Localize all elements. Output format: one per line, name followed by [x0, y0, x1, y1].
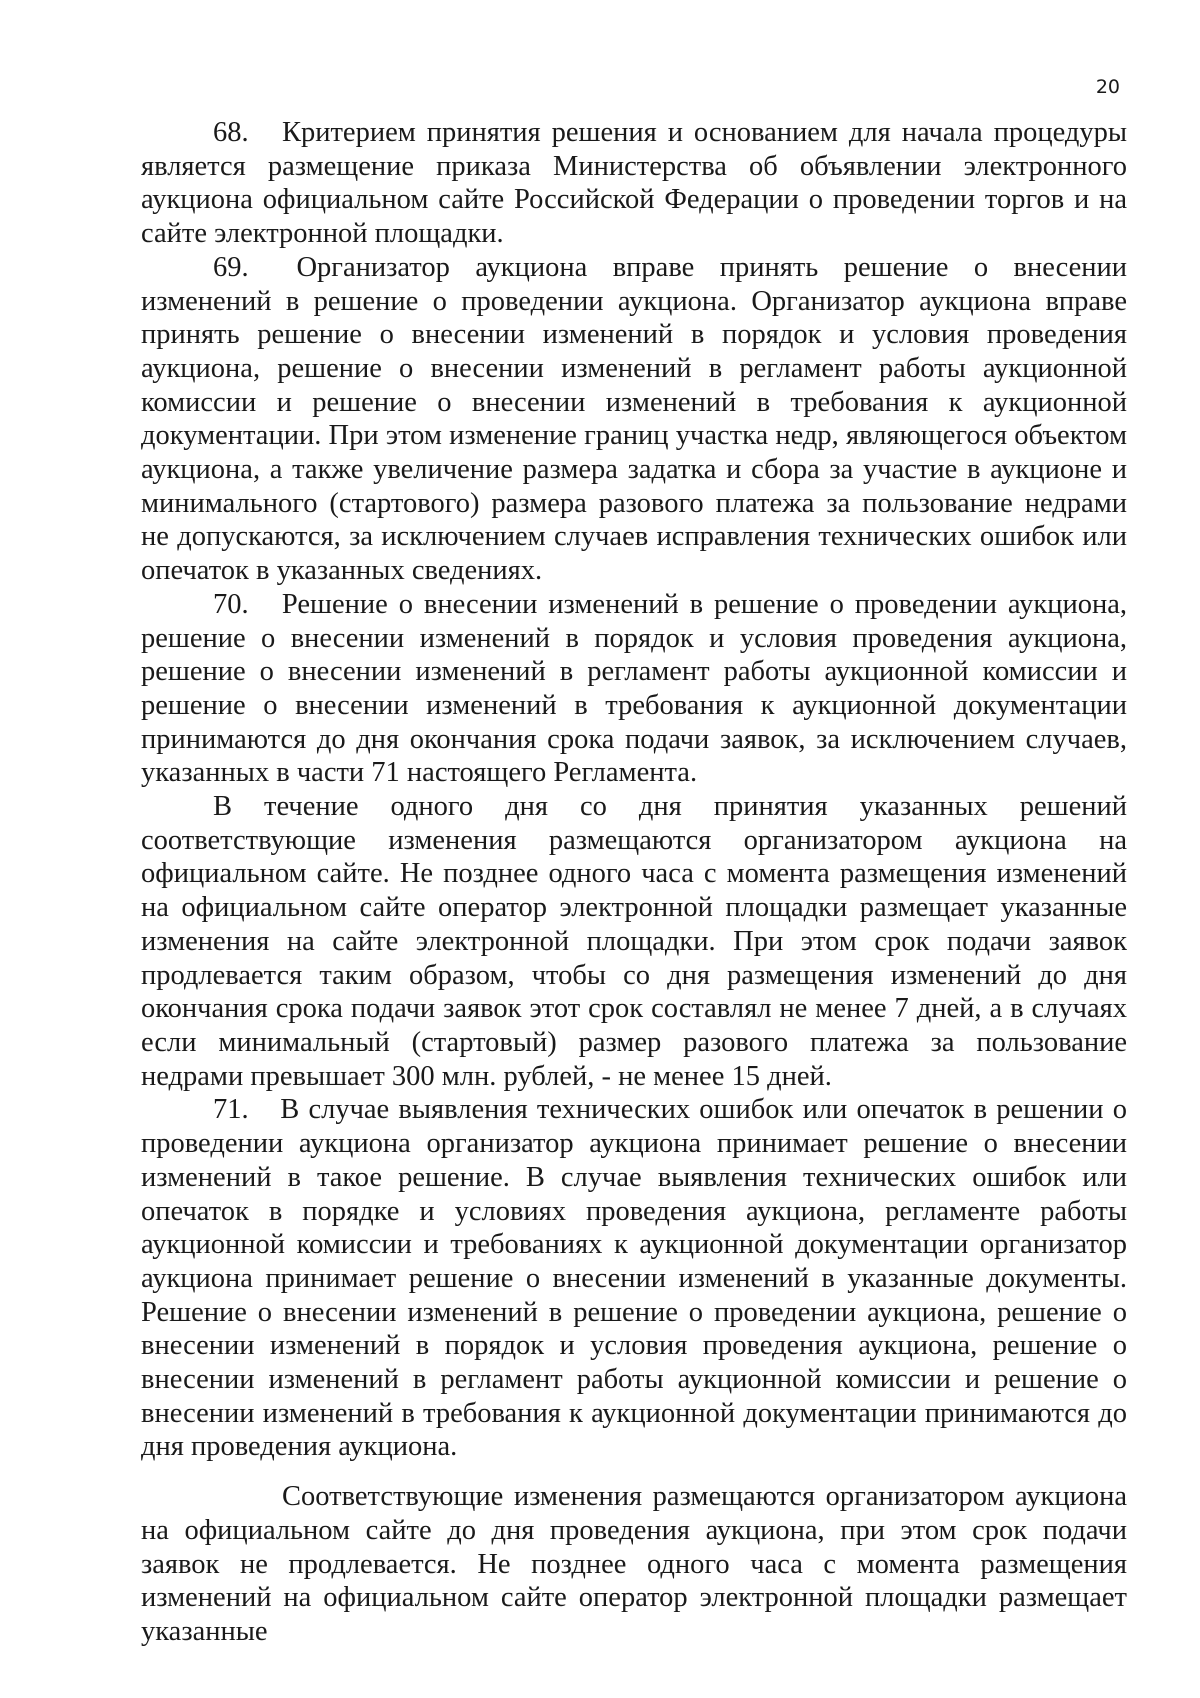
paragraph-68 [141, 116, 1127, 251]
paragraph-71-continuation [141, 1480, 1127, 1649]
paragraph-70 [141, 588, 1127, 790]
page-number: 20 [1095, 76, 1120, 98]
paragraph-70-continuation [141, 790, 1127, 1093]
paragraph-text: В течение одного дня со дня принятия указанных решений соответствующие изменения размещаются организатором аукциона на официальном сайте. Не позднее одного часа с момента размещения изменений на официальном сайте оператор электронной площадки размещает указанные изменения на сайте электронной площадки. При этом срок подачи заявок продлевается таким образом, чтобы со дня размещения изменений до дня окончания срока подачи заявок этот срок составлял не менее 7 дней, а в случаях если минимальный (стартовый) размер разового платежа за пользование недрами превышает 300 млн. рублей, - не менее 15 дней. [141, 791, 1127, 1092]
paragraph-number: 71. [213, 1094, 249, 1126]
paragraph-number: 69. [213, 251, 249, 283]
paragraph-text: Критерием принятия решения и основанием для начала процедуры является размещение приказа Министерства об объявлении электронного аукциона официальном сайте Российской Федерации о проведении торгов и на сайте электронной площадки. [141, 117, 1127, 250]
paragraph-69 [141, 251, 1127, 588]
paragraph-number: 68. [213, 117, 249, 148]
paragraph-text: Решение о внесении изменений в решение о проведении аукциона, решение о внесении изменений в порядок и условия проведения аукциона, решение о внесении изменений в регламент работы аукционной комиссии и решение о внесении изменений в требования к аукционной документации принимаются до дня окончания срока подачи заявок, за исключением случаев, указанных в части 71 настоящего Регламента. [141, 588, 1127, 789]
document-body [141, 116, 1127, 1649]
paragraph-text: Организатор аукциона вправе принять решение о внесении изменений в решение о проведении аукциона. Организатор аукциона вправе принять решение о внесении изменений в порядок и условия проведения аукциона, решение о внесении изменений в регламент работы аукционной комиссии и решение о внесении изменений в требования к аукционной документации. При этом изменение границ участка недр, являющегося объектом аукциона, а также увеличение размера задатка и сбора за участие в аукционе и минимального (стартового) размера разового платежа за пользование недрами не допускаются, за исключением случаев исправления технических ошибок или опечаток в указанных сведениях. [141, 251, 1127, 587]
paragraph-71 [141, 1093, 1127, 1464]
paragraph-number: 70. [213, 588, 249, 620]
paragraph-text: В случае выявления технических ошибок или опечаток в решении о проведении аукциона организатор аукциона принимает решение о внесении изменений в такое решение. В случае выявления технических ошибок или опечаток в порядке и условиях проведения аукциона, регламенте работы аукционной комиссии и требованиях к аукционной документации организатор аукциона принимает решение о внесении изменений в указанные документы. Решение о внесении изменений в решение о проведении аукциона, решение о внесении изменений в порядок и условия проведения аукциона, решение о внесении изменений в регламент работы аукционной комиссии и решение о внесении изменений в требования к аукционной документации принимаются до дня проведения аукциона. [141, 1094, 1127, 1463]
paragraph-text: Соответствующие изменения размещаются организатором аукциона на официальном сайте до дня проведения аукциона, при этом срок подачи заявок не продлевается. Не позднее одного часа с момента размещения изменений на официальном сайте оператор электронной площадки размещает указанные [141, 1481, 1127, 1647]
